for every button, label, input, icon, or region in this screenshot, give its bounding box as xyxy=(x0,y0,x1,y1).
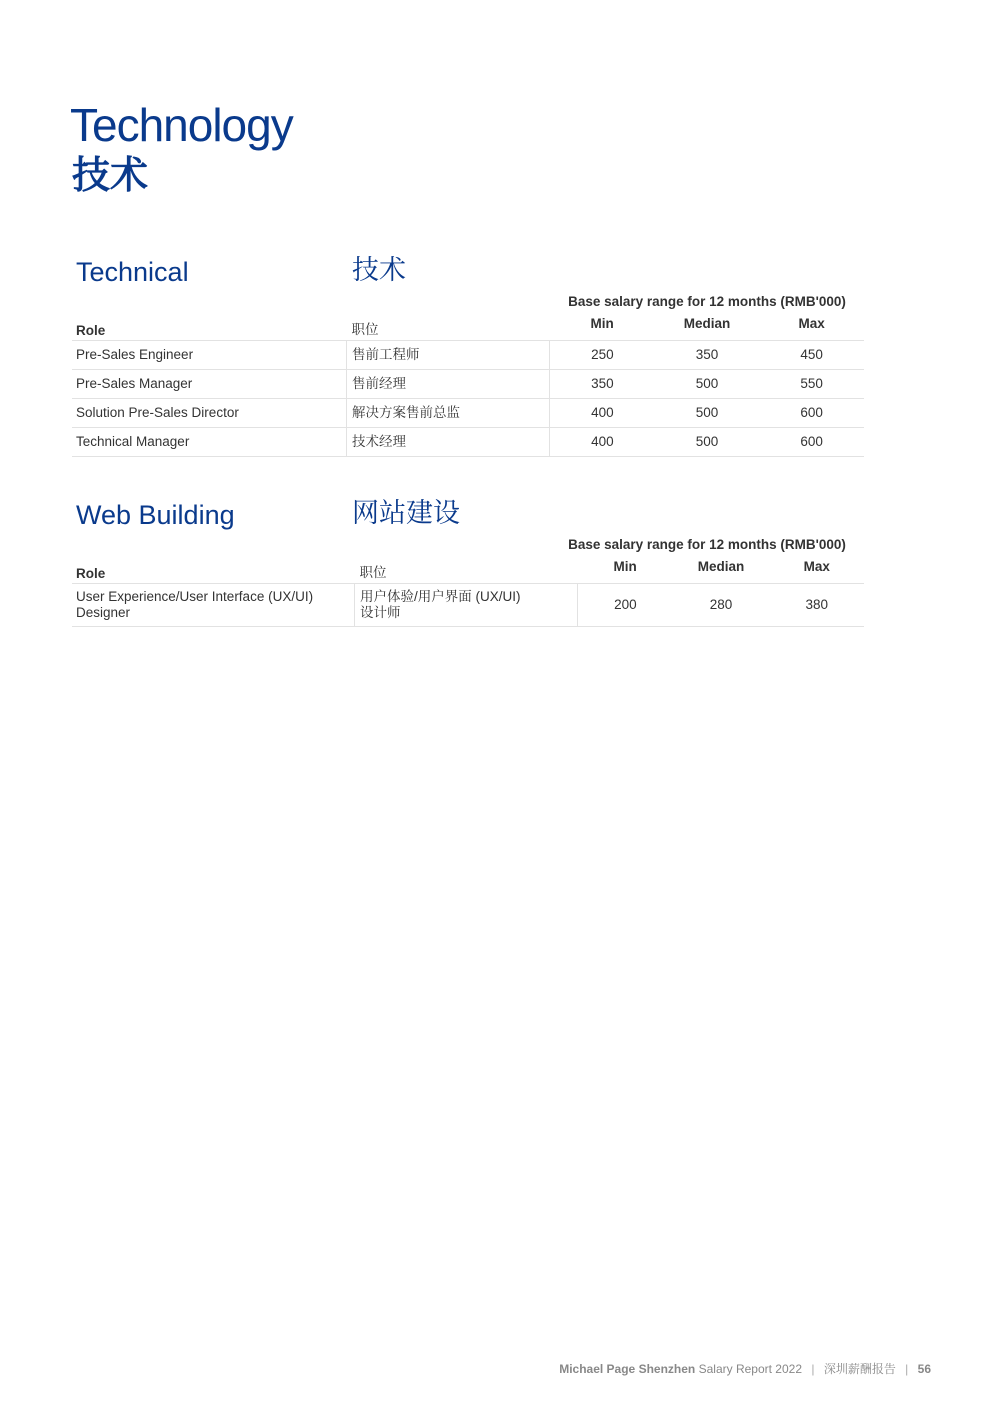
header-role-chinese: 职位 xyxy=(359,565,387,580)
section-title: Technical xyxy=(76,257,189,287)
role-cell: Pre-Sales Engineer xyxy=(76,347,194,362)
median-cell: 500 xyxy=(695,376,719,391)
table-row xyxy=(72,399,864,428)
salary-table xyxy=(72,559,864,627)
table-row xyxy=(72,428,864,457)
page-footer xyxy=(559,1360,931,1377)
salary-table xyxy=(72,316,864,457)
footer-brand: Michael Page Shenzhen xyxy=(559,1362,696,1376)
role-cell: Solution Pre-Sales Director xyxy=(76,405,239,420)
max-cell: 550 xyxy=(800,376,823,391)
footer-report-chinese: 深圳薪酬报告 xyxy=(823,1362,896,1376)
footer-separator: | xyxy=(811,1362,815,1376)
header-role: Role xyxy=(76,323,106,338)
median-cell: 500 xyxy=(695,405,719,420)
median-cell: 280 xyxy=(709,597,733,612)
min-cell: 250 xyxy=(550,341,655,370)
max-cell: 450 xyxy=(800,347,823,362)
role-chinese-cell: 技术经理 xyxy=(346,428,549,457)
footer-separator: | xyxy=(905,1362,909,1376)
min-cell: 400 xyxy=(550,428,655,457)
section-title: Web Building xyxy=(76,500,235,530)
header-role: Role xyxy=(76,566,106,581)
max-cell: 600 xyxy=(800,405,823,420)
salary-range-caption: Base salary range for 12 months (RMB'000) xyxy=(568,294,846,309)
role-cell: Technical Manager xyxy=(76,434,190,449)
role-chinese-cell: 解决方案售前总监 xyxy=(346,399,549,428)
header-min: Min xyxy=(613,559,637,574)
header-max: Max xyxy=(803,559,830,574)
role-cell: User Experience/User Interface (UX/UI) Designer xyxy=(76,589,314,620)
header-max: Max xyxy=(798,316,825,331)
role-chinese-cell: 售前经理 xyxy=(346,370,549,399)
section-title-chinese: 网站建设 xyxy=(352,498,460,528)
page-number: 56 xyxy=(917,1362,931,1376)
min-cell: 400 xyxy=(550,399,655,428)
min-cell: 200 xyxy=(578,584,672,627)
table-header-row xyxy=(72,559,864,584)
median-cell: 350 xyxy=(695,347,719,362)
header-median: Median xyxy=(683,316,731,331)
role-chinese-cell: 售前工程师 xyxy=(346,341,549,370)
table-row xyxy=(72,341,864,370)
median-cell: 500 xyxy=(695,434,719,449)
role-chinese-cell: 用户体验/用户界面 (UX/UI) 设计师 xyxy=(355,584,578,627)
min-cell: 350 xyxy=(550,370,655,399)
section-title-chinese: 技术 xyxy=(352,255,406,285)
header-role-chinese: 职位 xyxy=(351,322,379,337)
page-title: Technology xyxy=(70,99,293,151)
table-row xyxy=(72,370,864,399)
header-median: Median xyxy=(697,559,745,574)
max-cell: 600 xyxy=(800,434,823,449)
max-cell: 380 xyxy=(805,597,829,612)
table-header-row xyxy=(72,316,864,341)
table-row xyxy=(72,584,864,627)
page-title-chinese: 技术 xyxy=(72,155,149,197)
header-min: Min xyxy=(590,316,614,331)
role-cell: Pre-Sales Manager xyxy=(76,376,193,391)
salary-range-caption: Base salary range for 12 months (RMB'000) xyxy=(568,537,846,552)
footer-report: Salary Report 2022 xyxy=(698,1362,802,1376)
